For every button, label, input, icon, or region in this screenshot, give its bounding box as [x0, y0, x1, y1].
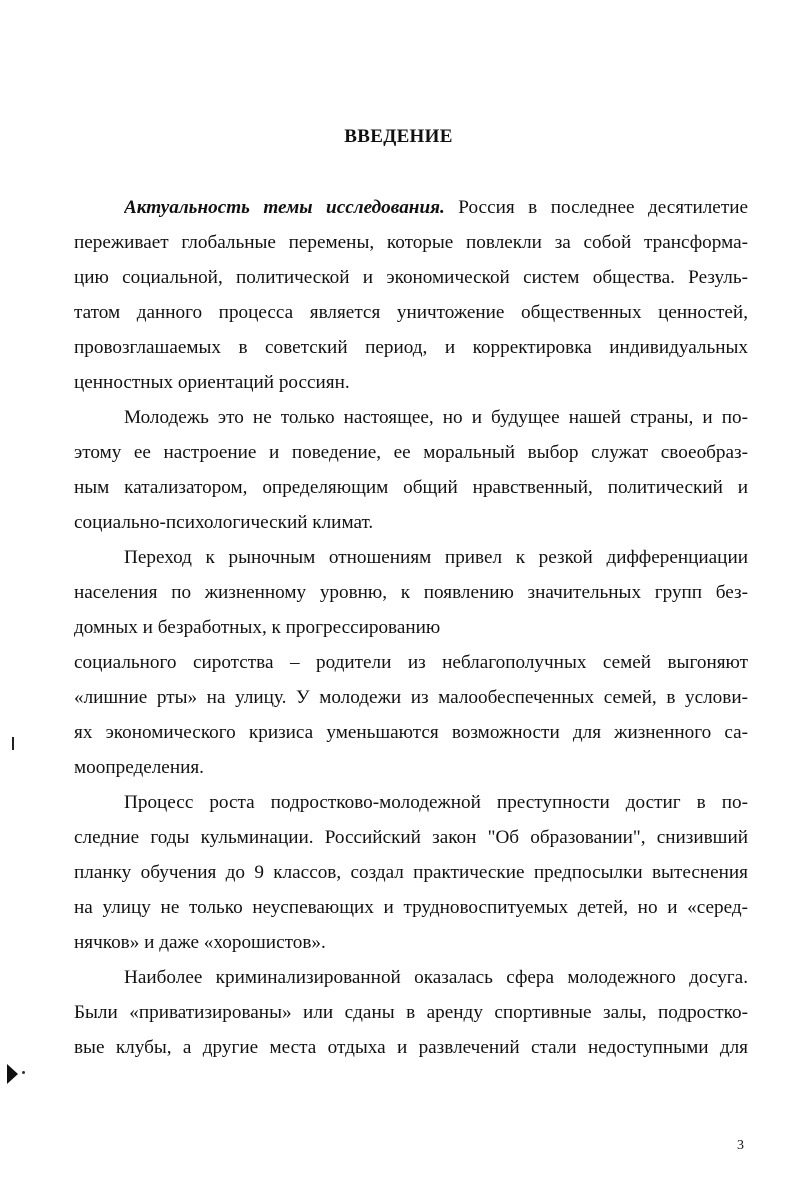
text-line-7: Молодежь это не только настоящее, но и будущее нашей страны, и по-	[124, 407, 748, 428]
text-line-10: социально-психологический климат.	[74, 512, 374, 533]
text-line-16: ях экономического кризиса уменьшаются возможности для жизненного са-	[74, 722, 748, 743]
text-line-24: Были «приватизированы» или сданы в аренду спортивные залы, подростко-	[74, 1002, 748, 1023]
section-lead: Актуальность темы исследования.	[124, 197, 445, 218]
text-line-13: домных и безработных, к прогрессированию	[74, 617, 441, 638]
text-line-25: вые клубы, а другие места отдыха и развлечений стали недоступными для	[74, 1037, 748, 1058]
text-line-5: провозглашаемых в советский период, и корректировка индивидуальных	[74, 337, 748, 358]
page-number: 3	[737, 1138, 744, 1153]
scan-arrow-mark	[7, 1064, 18, 1084]
text-line-14: социального сиротства – родители из неблагополучных семей выгоняют	[74, 652, 748, 673]
text-line-1	[124, 196, 748, 220]
line-text: Россия в последнее десятилетие	[444, 197, 748, 218]
text-line-20: планку обучения до 9 классов, создал практические предпосылки вытеснения	[74, 862, 748, 883]
text-line-11: Переход к рыночным отношениям привел к резкой дифференциации	[124, 547, 748, 568]
text-line-21: на улицу не только неуспевающих и трудновоспитуемых детей, но и «серед-	[74, 897, 748, 918]
text-line-17: моопределения.	[74, 757, 204, 778]
text-line-9: ным катализатором, определяющим общий нравственный, политический и	[74, 477, 748, 498]
text-line-2: переживает глобальные перемены, которые повлекли за собой трансформа-	[74, 232, 748, 253]
text-line-8: этому ее настроение и поведение, ее моральный выбор служат своеобраз-	[74, 442, 748, 463]
text-line-15: «лишние рты» на улицу. У молодежи из малообеспеченных семей, в услови-	[74, 687, 748, 708]
text-line-12: населения по жизненному уровню, к появлению значительных групп без-	[74, 582, 748, 603]
text-line-3: цию социальной, политической и экономической систем общества. Резуль-	[74, 267, 748, 288]
scan-dot-mark	[22, 1071, 25, 1074]
text-line-23: Наиболее криминализированной оказалась сфера молодежного досуга.	[124, 967, 748, 988]
text-line-18: Процесс роста подростково-молодежной преступности достиг в по-	[124, 792, 748, 813]
text-line-22: нячков» и даже «хорошистов».	[74, 932, 326, 953]
text-line-4: татом данного процесса является уничтожение общественных ценностей,	[74, 302, 748, 323]
page-title: ВВЕДЕНИЕ	[344, 126, 453, 147]
text-line-6: ценностных ориентаций россиян.	[74, 372, 350, 393]
text-line-19: следние годы кульминации. Российский закон "Об образовании", снизивший	[74, 827, 748, 848]
scan-mark	[12, 737, 14, 750]
